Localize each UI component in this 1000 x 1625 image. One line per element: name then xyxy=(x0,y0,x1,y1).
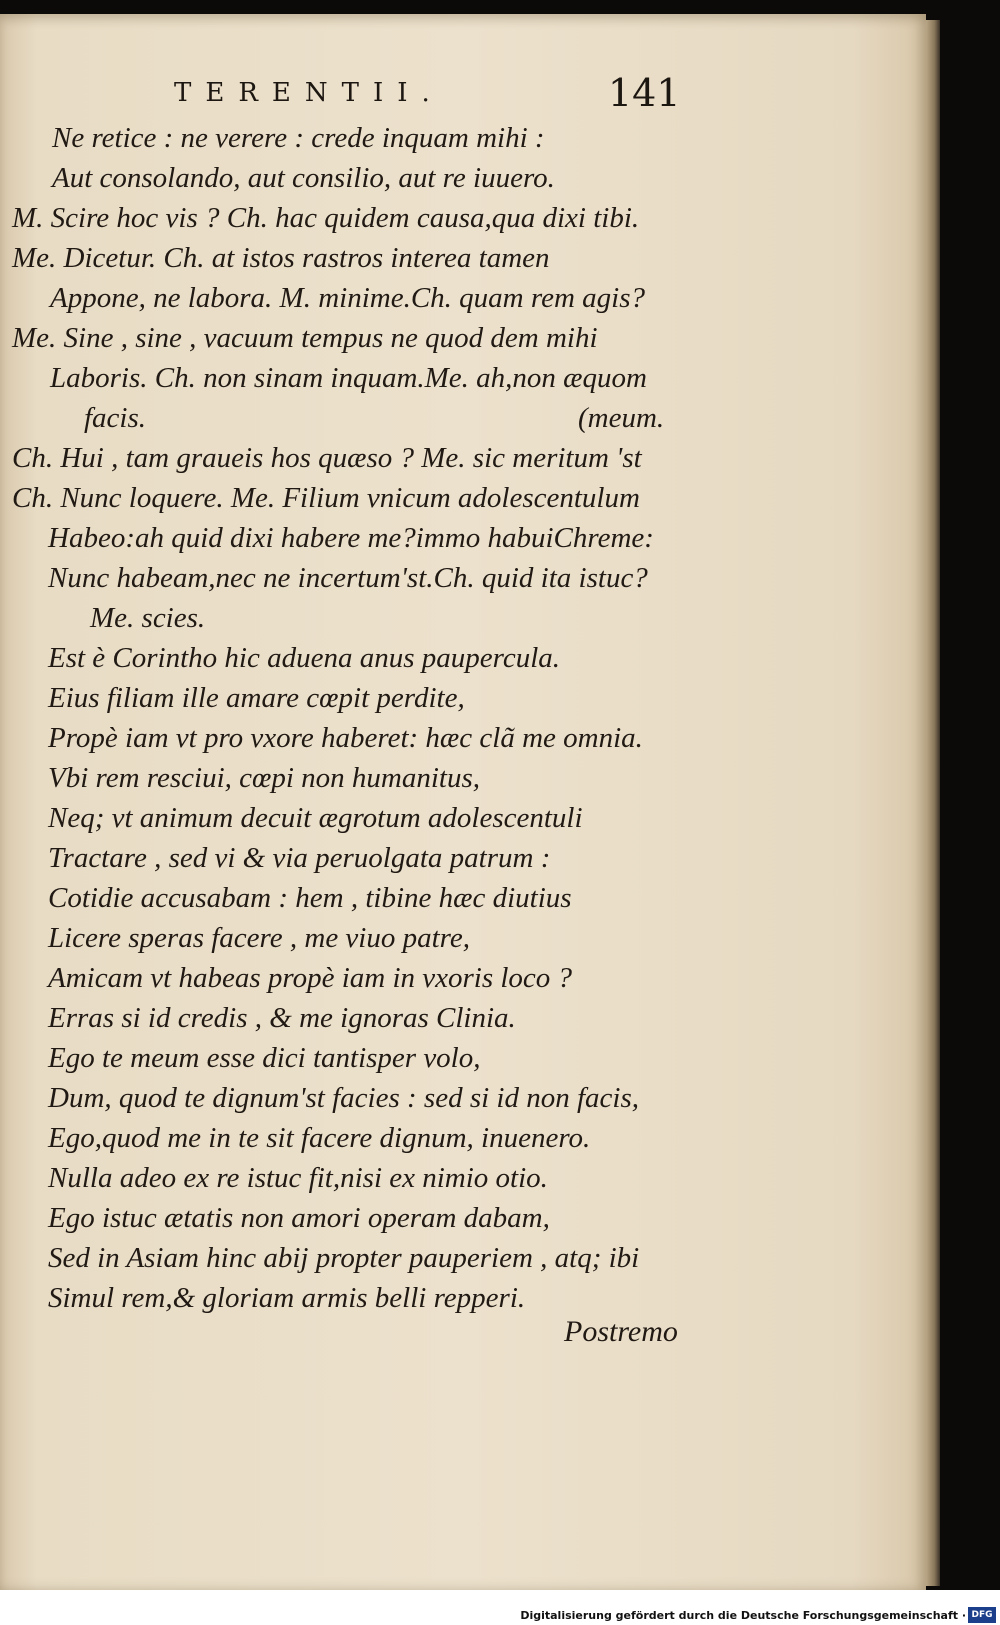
verse-line: Habeo:ah quid dixi habere me?immo habuiChreme: xyxy=(48,522,654,554)
verse-line: Neq; vt animum decuit ægrotum adolescentuli xyxy=(48,802,583,834)
verse-line: Eius filiam ille amare cœpit perdite, xyxy=(48,682,465,714)
verse-line: Nunc habeam,nec ne incertum'st.Ch. quid ita istuc? xyxy=(48,562,648,594)
page-edge xyxy=(926,20,940,1586)
page-number: 141 xyxy=(608,71,681,115)
verse-line: Simul rem,& gloriam armis belli repperi. xyxy=(48,1282,526,1314)
verse-line: Aut consolando, aut consilio, aut re iuuero. xyxy=(52,162,555,194)
verse-line: Ego te meum esse dici tantisper volo, xyxy=(48,1042,481,1074)
verse-line: Amicam vt habeas propè iam in vxoris loco ? xyxy=(48,962,573,994)
verse-line: Propè iam vt pro vxore haberet: hæc clã me omnia. xyxy=(48,722,643,754)
verse-line: Ne retice : ne verere : crede inquam mihi : xyxy=(52,122,545,154)
catchword: Postremo xyxy=(564,1315,678,1348)
verse-line: Ego,quod me in te sit facere dignum, inuenero. xyxy=(48,1122,591,1154)
verse-line: (meum. xyxy=(578,402,665,434)
verse-line: Nulla adeo ex re istuc fit,nisi ex nimio otio. xyxy=(48,1162,548,1194)
verse-line: Licere speras facere , me viuo patre, xyxy=(48,922,471,954)
dfg-logo: DFG xyxy=(968,1607,996,1623)
verse-line: Laboris. Ch. non sinam inquam.Me. ah,non æquom xyxy=(50,362,647,394)
verse-line: Me. Sine , sine , vacuum tempus ne quod dem mihi xyxy=(12,322,598,354)
verse-line: Est è Corintho hic aduena anus paupercula. xyxy=(48,642,561,674)
verse-line: Sed in Asiam hinc abij propter pauperiem , atq; ibi xyxy=(48,1242,640,1274)
page-header xyxy=(0,68,700,118)
verse-line: M. Scire hoc vis ? Ch. hac quidem causa,qua dixi tibi. xyxy=(12,202,640,234)
verse-line: Tractare , sed vi & via peruolgata patrum : xyxy=(48,842,551,874)
verse-line: Me. scies. xyxy=(90,602,206,634)
verse-line: facis. xyxy=(84,402,147,434)
verse-line: Appone, ne labora. M. minime.Ch. quam rem agis? xyxy=(50,282,645,314)
verse-line: Dum, quod te dignum'st facies : sed si id non facis, xyxy=(48,1082,639,1114)
verse-line: Ch. Hui , tam graueis hos quæso ? Me. sic meritum 'st xyxy=(12,442,642,474)
verse-line: Me. Dicetur. Ch. at istos rastros interea tamen xyxy=(12,242,550,274)
verse-line: Cotidie accusabam : hem , tibine hæc diutius xyxy=(48,882,572,914)
running-head: TERENTII. xyxy=(174,78,444,108)
funding-credit: Digitalisierung gefördert durch die Deutsche Forschungsgemeinschaft · xyxy=(520,1609,966,1622)
verse-line: Erras si id credis , & me ignoras Clinia. xyxy=(48,1002,516,1034)
verse-line: Ego istuc ætatis non amori operam dabam, xyxy=(48,1202,550,1234)
verse-line: Ch. Nunc loquere. Me. Filium vnicum adolescentulum xyxy=(12,482,640,514)
verse-line: Vbi rem resciui, cœpi non humanitus, xyxy=(48,762,481,794)
